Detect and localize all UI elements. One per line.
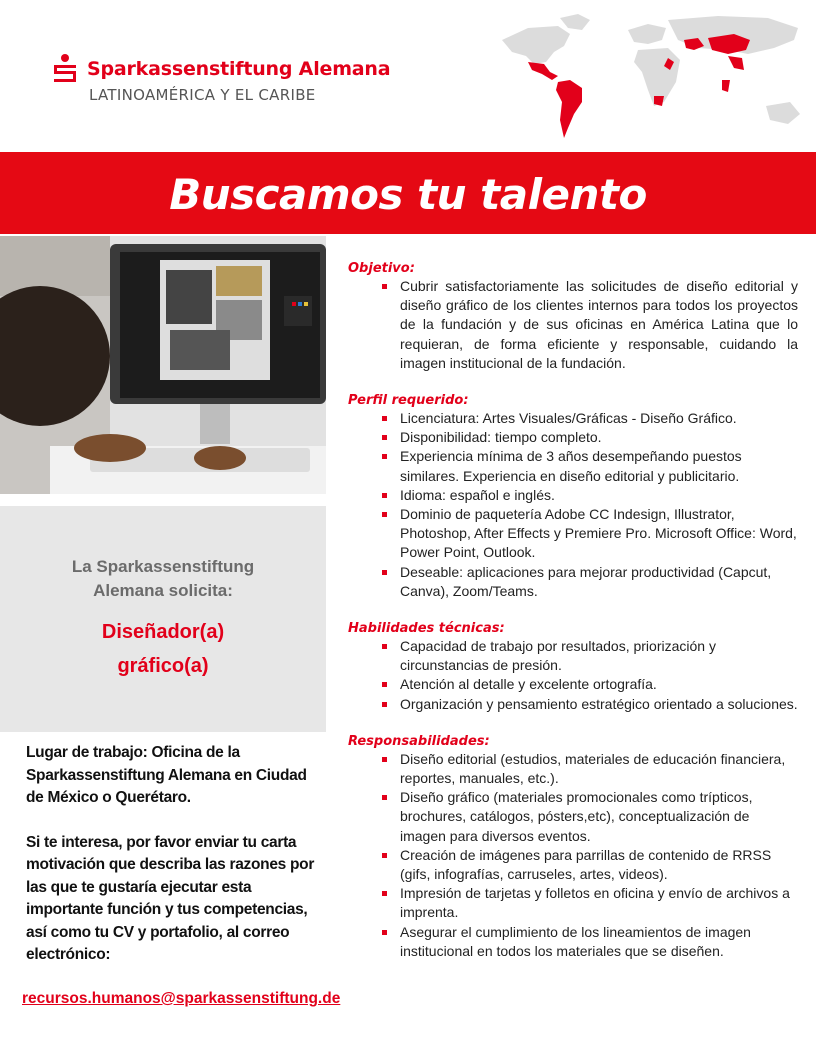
position-box xyxy=(0,506,326,732)
org-name: Sparkassenstiftung Alemana xyxy=(87,58,391,80)
banner-title: Buscamos tu talento xyxy=(169,170,647,219)
list-item: Diseño editorial (estudios, materiales de educación financiera, reportes, manuales, etc.). xyxy=(382,750,798,788)
list-item: Deseable: aplicaciones para mejorar productividad (Capcut, Canva), Zoom/Teams. xyxy=(382,563,798,601)
list-item: Disponibilidad: tiempo completo. xyxy=(382,428,798,447)
position-title-line-2: gráfico(a) xyxy=(117,655,209,677)
list-item: Impresión de tarjetas y folletos en oficina y envío de archivos a imprenta. xyxy=(382,884,798,922)
list-item: Diseño gráfico (materiales promocionales como trípticos, brochures, catálogos, pósters,etc), conceptualización de imagen para diversos eventos. xyxy=(382,788,798,846)
section-title-perfil: Perfil requerido: xyxy=(348,393,469,409)
designer-at-computer-photo xyxy=(0,236,326,494)
list-item: Asegurar el cumplimiento de los lineamientos de imagen institucional en todos los materiales que se diseñen. xyxy=(382,923,798,961)
section-title-responsabilidades: Responsabilidades: xyxy=(348,733,490,749)
objetivo-list xyxy=(382,277,798,373)
list-item: Organización y pensamiento estratégico orientado a soluciones. xyxy=(382,695,798,714)
section-title-objetivo: Objetivo: xyxy=(348,261,415,276)
solicitation-line-1: La Sparkassenstiftung xyxy=(71,557,255,576)
list-item: Atención al detalle y excelente ortografía. xyxy=(382,675,798,694)
workplace-text: Lugar de trabajo: Oficina de la Sparkassenstiftung Alemana en Ciudad de México o Querétaro. xyxy=(26,744,307,806)
solicitation-line-2: Alemana solicita: xyxy=(93,581,233,600)
application-info xyxy=(26,742,326,989)
list-item: Idioma: español e inglés. xyxy=(382,486,798,505)
list-item: Licenciatura: Artes Visuales/Gráficas - Diseño Gráfico. xyxy=(382,409,798,428)
world-map-image xyxy=(498,10,816,145)
job-details xyxy=(348,260,798,961)
sparkasse-logo-icon xyxy=(50,54,80,84)
organization-logo xyxy=(50,52,391,112)
list-item: Experiencia mínima de 3 años desempeñando puestos similares. Experiencia en diseño editorial y publicitario. xyxy=(382,447,798,485)
org-region: LATINOAMÉRICA Y EL CARIBE xyxy=(89,86,316,104)
list-item: Dominio de paquetería Adobe CC Indesign, Illustrator, Photoshop, After Effects y Premiere Pro. Microsoft Office: Word, Power Point, Outlook. xyxy=(382,505,798,563)
habilidades-list xyxy=(382,637,798,714)
list-item: Creación de imágenes para parrillas de contenido de RRSS (gifs, infografías, carruseles, artes, videos). xyxy=(382,846,798,884)
list-item: Capacidad de trabajo por resultados, priorización y circunstancias de presión. xyxy=(382,637,798,675)
contact-email-link[interactable]: recursos.humanos@sparkassenstiftung.de xyxy=(22,990,341,1007)
perfil-list xyxy=(382,409,798,601)
responsabilidades-list xyxy=(382,750,798,961)
list-item: Cubrir satisfactoriamente las solicitudes de diseño editorial y diseño gráfico de los clientes internos para todos los proyectos de la fundación y de sus oficinas en América Latina que lo requieran, de forma eficiente y responsable, cuidando la imagen institucional de la fundación. xyxy=(382,277,798,373)
position-title-line-1: Diseñador(a) xyxy=(101,621,225,643)
section-title-habilidades: Habilidades técnicas: xyxy=(348,621,505,637)
apply-instructions: Si te interesa, por favor enviar tu carta motivación que describa las razones por las que te gustaría ejecutar esta importante función y tus competencias, así como tu CV y portafolio, al correo electrónico: xyxy=(26,833,315,963)
